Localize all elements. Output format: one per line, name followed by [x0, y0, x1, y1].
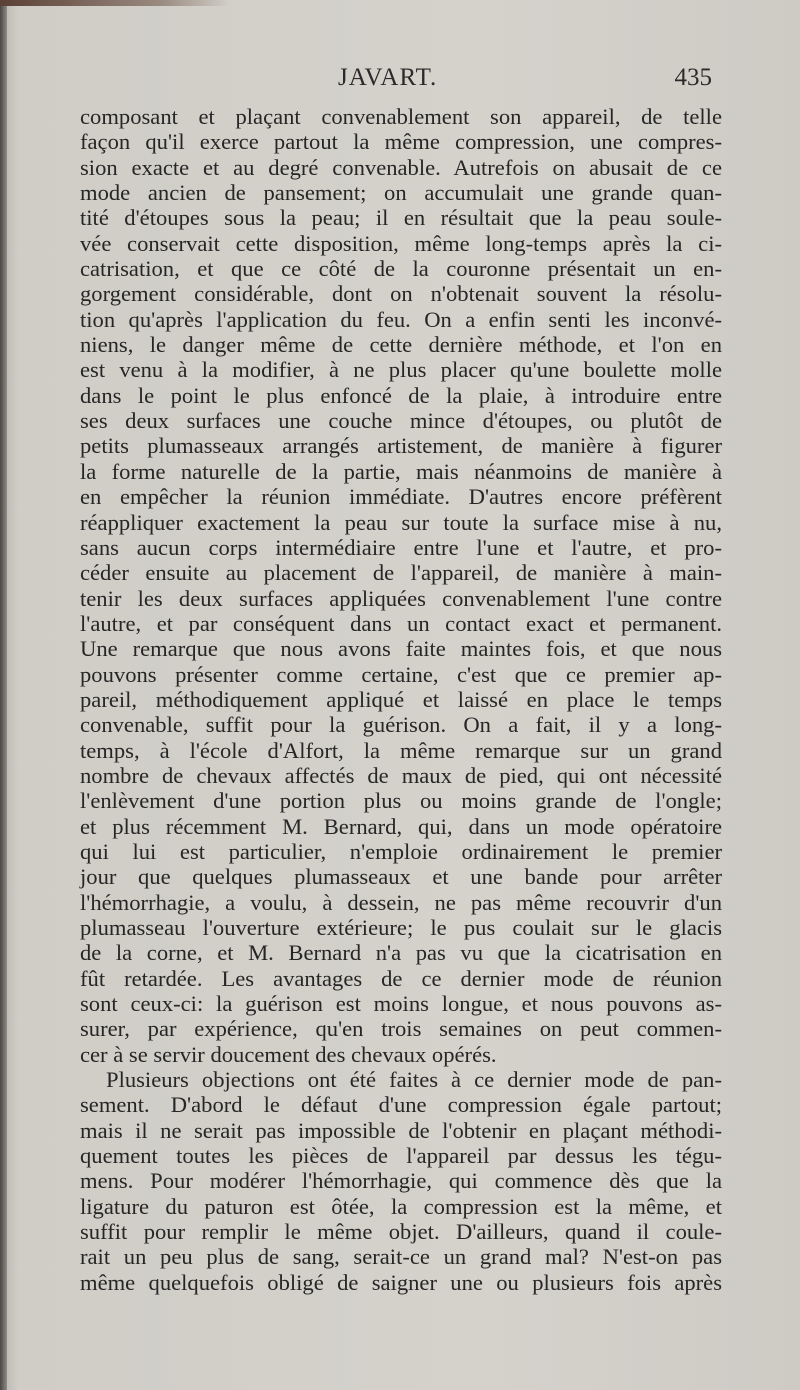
text-line: mais il ne serait pas impossible de l'obtenir en plaçant méthodi-: [80, 1117, 722, 1143]
text-line: catrisation, et que ce côté de la couronne présentait un en-: [80, 256, 722, 282]
text-line: ligature du paturon est ôtée, la compression est la même, et: [80, 1193, 722, 1219]
text-line: dans le point le plus enfoncé de la plaie, à introduire entre: [80, 382, 722, 408]
paragraph: [80, 1067, 722, 1295]
text-line: composant et plaçant convenablement son appareil, de telle: [80, 104, 722, 129]
text-line: en empêcher la réunion immédiate. D'autres encore préfèrent: [80, 484, 722, 510]
text-line: pareil, méthodiquement appliqué et laissé en place le temps: [80, 686, 722, 712]
text-line: convenable, suffit pour la guérison. On a fait, il y a long-: [80, 712, 722, 738]
text-line: fût retardée. Les avantages de ce dernier mode de réunion: [80, 965, 722, 991]
text-line: et plus récemment M. Bernard, qui, dans un mode opératoire: [80, 813, 722, 839]
text-line: suffit pour remplir le même objet. D'ailleurs, quand il coule-: [80, 1219, 722, 1245]
text-line: plumasseau l'ouverture extérieure; le pus coulait sur le glacis: [80, 915, 722, 940]
page-number: 435: [674, 64, 712, 91]
page-edge-stain: [0, 0, 230, 6]
body-text: [80, 104, 722, 1295]
text-line: quement toutes les pièces de l'appareil par dessus les tégu-: [80, 1143, 722, 1169]
text-line: ses deux surfaces une couche mince d'étoupes, ou plutôt de: [80, 408, 722, 434]
text-line: tité d'étoupes sous la peau; il en résultait que la peau soule-: [80, 205, 722, 231]
text-line: surer, par expérience, qu'en trois semaines on peut commen-: [80, 1016, 722, 1042]
paragraph: [80, 104, 722, 1067]
text-line: jour que quelques plumasseaux et une bande pour arrêter: [80, 864, 722, 890]
text-line: réappliquer exactement la peau sur toute la surface mise à nu,: [80, 509, 722, 535]
text-line: sans aucun corps intermédiaire entre l'une et l'autre, et pro-: [80, 534, 722, 560]
page-spine-shadow: [0, 0, 7, 1390]
text-line: mode ancien de pansement; on accumulait une grande quan-: [80, 180, 722, 206]
text-line: temps, à l'école d'Alfort, la même remarque sur un grand: [80, 737, 722, 763]
text-line: Plusieurs objections ont été faites à ce dernier mode de pan-: [106, 1067, 722, 1093]
text-line: façon qu'il exerce partout la même compression, une compres-: [80, 129, 722, 155]
text-line: l'enlèvement d'une portion plus ou moins grande de l'ongle;: [80, 788, 722, 814]
text-line: sion exacte et au degré convenable. Autrefois on abusait de ce: [80, 154, 722, 180]
text-line: niens, le danger même de cette dernière méthode, et l'on en: [80, 332, 722, 358]
running-head: [80, 64, 712, 100]
text-line: tion qu'après l'application du feu. On a enfin senti les inconvé-: [80, 306, 722, 332]
text-line: gorgement considérable, dont on n'obtenait souvent la résolu-: [80, 281, 722, 307]
text-line: rait un peu plus de sang, serait-ce un grand mal? N'est-on pas: [80, 1244, 722, 1270]
text-line: nombre de chevaux affectés de maux de pied, qui ont nécessité: [80, 762, 722, 788]
text-line: est venu à la modifier, à ne plus placer qu'une boulette molle: [80, 357, 722, 383]
text-line: petits plumasseaux arrangés artistement, de manière à figurer: [80, 433, 722, 459]
text-line: vée conservait cette disposition, même long-temps après la ci-: [80, 230, 722, 256]
text-line: l'hémorrhagie, a voulu, à dessein, ne pas même recouvrir d'un: [80, 889, 722, 915]
text-line: céder ensuite au placement de l'appareil, de manière à main-: [80, 560, 722, 586]
text-line: qui lui est particulier, n'emploie ordinairement le premier: [80, 838, 722, 864]
text-line: sont ceux-ci: la guérison est moins longue, et nous pouvons as-: [80, 991, 722, 1017]
text-line: Une remarque que nous avons faite maintes fois, et que nous: [80, 636, 722, 662]
text-line: l'autre, et par conséquent dans un contact exact et permanent.: [80, 610, 722, 636]
text-line: même quelquefois obligé de saigner une ou plusieurs fois après: [80, 1269, 722, 1295]
text-line: mens. Pour modérer l'hémorrhagie, qui commence dès que la: [80, 1168, 722, 1194]
running-head-title: JAVART.: [338, 64, 438, 91]
text-line: de la corne, et M. Bernard n'a pas vu que la cicatrisation en: [80, 940, 722, 966]
text-line: sement. D'abord le défaut d'une compression égale partout;: [80, 1092, 722, 1118]
text-line: cer à se servir doucement des chevaux opérés.: [80, 1041, 497, 1067]
text-line: pouvons présenter comme certaine, c'est que ce premier ap-: [80, 661, 722, 687]
text-line: tenir les deux surfaces appliquées convenablement l'une contre: [80, 585, 722, 611]
text-line: la forme naturelle de la partie, mais néanmoins de manière à: [80, 458, 722, 484]
